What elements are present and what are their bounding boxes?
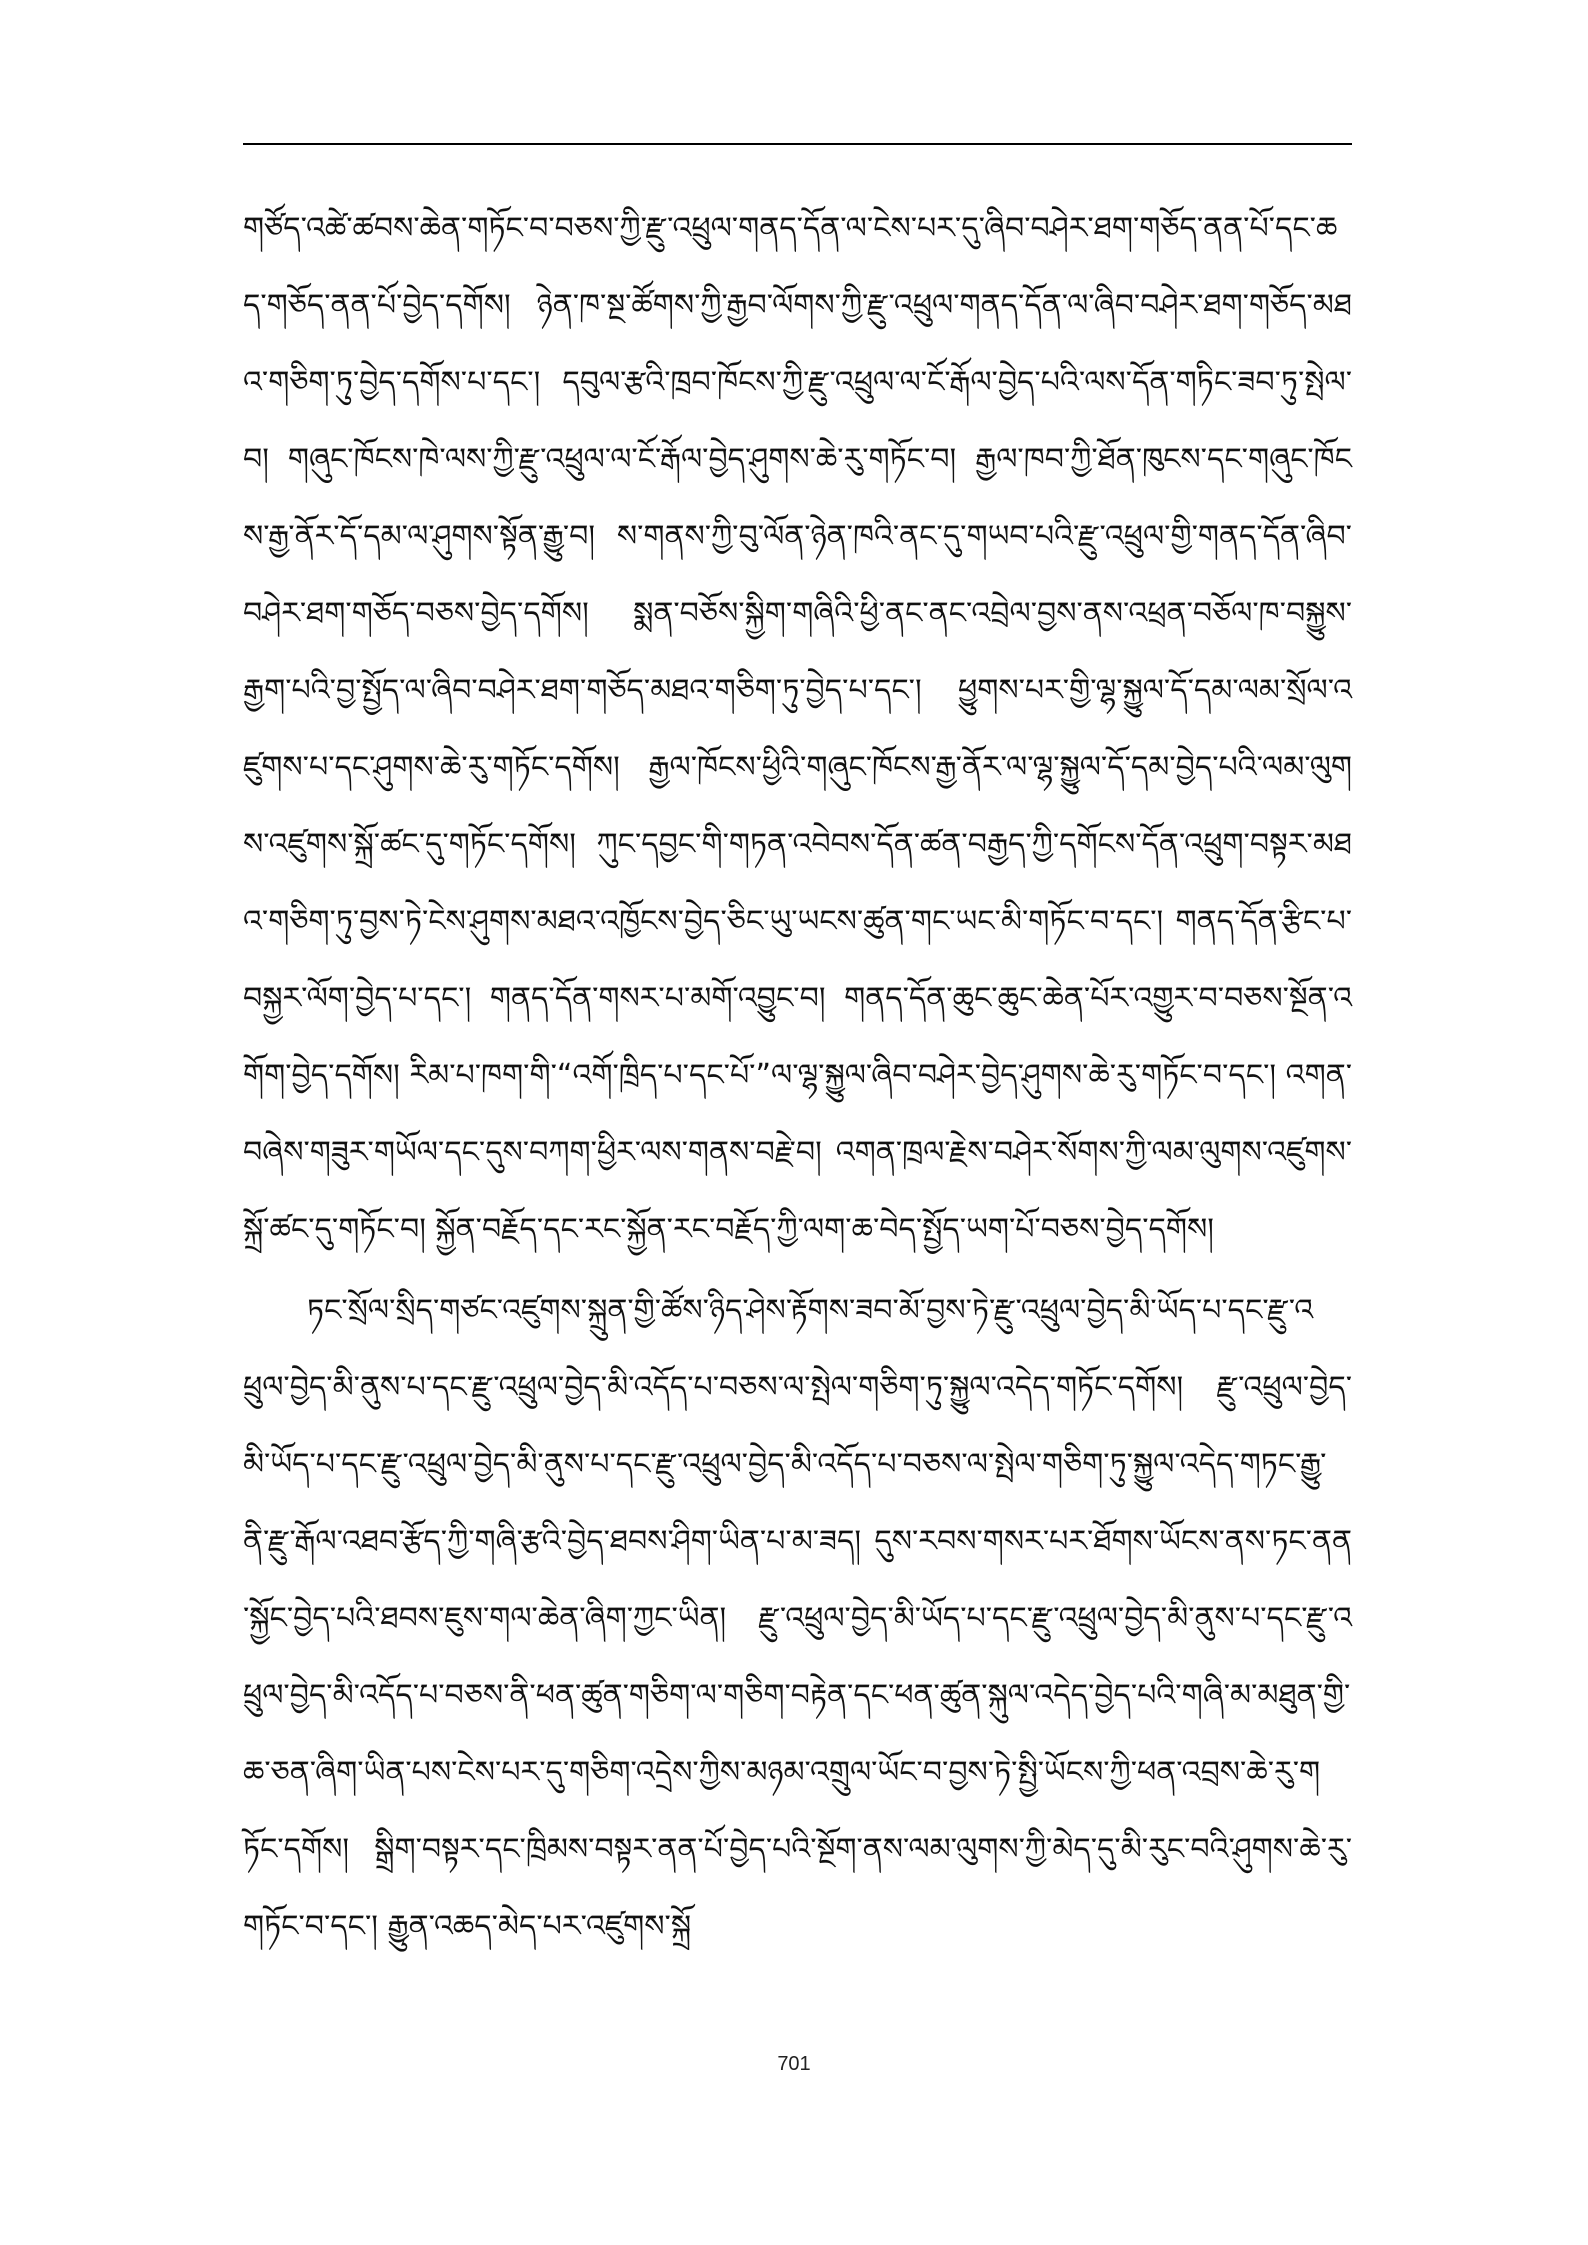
- header-rule: [243, 143, 1352, 145]
- paragraph-1: གཙོད་འཚེ་ཚབས་ཆེན་གཏོང་བ་བཅས་ཀྱི་རྫུ་འཕྲུལ་གནད་དོན་ལ་ངེས་པར་དུ་ཞིབ་བཤེར་ཐག་གཅོད་ནན་པོ་དང་ཆད་གཅོད་ནན་པོ་བྱེད་དགོས། ཉེན་ཁ་སྔ་ཚོགས་ཀྱི་རྒྱབ་ལོགས་ཀྱི་རྫུ་འཕྲུལ་གནད་དོན་ལ་ཞིབ་བཤེར་ཐག་གཅོད་མཐའ་གཅིག་ཏུ་བྱེད་དགོས་པ་དང་། དབུལ་རྩའི་ཁྲབ་ཁོངས་ཀྱི་རྫུ་འཕྲུལ་ལ་ངོ་རྒོལ་བྱེད་པའི་ལས་དོན་གཏིང་ཟབ་ཏུ་སྤེལ་བ། གཞུང་ཁོངས་ཁེ་ལས་ཀྱི་རྫུ་འཕྲུལ་ལ་ངོ་རྒོལ་བྱེད་ཤུགས་ཆེ་རུ་གཏོང་བ། རྒྱལ་ཁབ་ཀྱི་ཐོན་ཁུངས་དང་གཞུང་ཁོངས་རྒྱ་ནོར་དོ་དམ་ལ་ཤུགས་སྟོན་རྒྱུ་བ། ས་གནས་ཀྱི་བུ་ལོན་ཉེན་ཁའི་ནང་དུ་གཡབ་པའི་རྫུ་འཕྲུལ་གྱི་གནད་དོན་ཞིབ་བཤེར་ཐག་གཅོད་བཅས་བྱེད་དགོས། སྨན་བཅོས་སྐྱིག་གཞིའི་ཕྱི་ནང་ནང་འབྲེལ་བྱས་ནས་འཕྲན་བཅོལ་ཁ་བསྐྱུས་རྒྱག་པའི་བྱ་སྤྱོད་ལ་ཞིབ་བཤེར་ཐག་གཅོད་མཐའ་གཅིག་ཏུ་བྱེད་པ་དང་། ཕྱུགས་པར་གྱི་ལྷ་སྐྱུལ་དོ་དམ་ལམ་སྲོལ་འཛུགས་པ་དང་ཤུགས་ཆེ་རུ་གཏོང་དགོས། རྒྱལ་ཁོངས་ཕྱིའི་གཞུང་ཁོངས་རྒྱ་ནོར་ལ་ལྷ་སྐྱུལ་དོ་དམ་བྱེད་པའི་ལམ་ལུགས་འཛུགས་སྐྲོ་ཚང་དུ་གཏོང་དགོས། ཀུང་དབྱང་གི་གཏན་འབེབས་དོན་ཚན་བརྒྱད་ཀྱི་དགོངས་དོན་འཕྲུག་བསྟར་མཐའ་གཅིག་ཏུ་བྱས་ཏེ་ངེས་ཤུགས་མཐའ་འཁྱོངས་བྱེད་ཅིང་ཡུ་ཡངས་ཚུན་གང་ཡང་མི་གཏོང་བ་དང་། གནད་དོན་རྩིང་པ་བསྐྱར་ལོག་བྱེད་པ་དང་། གནད་དོན་གསར་པ་མགོ་འབྱུང་བ། གནད་དོན་ཆུང་ཆུང་ཆེན་པོར་འགྱུར་བ་བཅས་སྔོན་འགོག་བྱེད་དགོས། རིམ་པ་ཁག་གི་“འགོ་ཁྲིད་པ་དང་པོ་”ལ་ལྷ་སྐྱུལ་ཞིབ་བཤེར་བྱེད་ཤུགས་ཆེ་རུ་གཏོང་བ་དང་། འགན་བཞེས་གཟུར་གཡོལ་དང་དུས་བཀག་ཕྱིར་ལས་གནས་བརྗེ་བ། འགན་ཁྲལ་རྗེས་བཤེར་སོགས་ཀྱི་ལམ་ལུགས་འཛུགས་སྐྲོ་ཚང་དུ་གཏོང་བ། སྐྱོན་བརྗོད་དང་རང་སྐྱོན་རང་བརྗོད་ཀྱི་ལག་ཆ་བེད་སྤྱོད་ཡག་པོ་བཅས་བྱེད་དགོས།: [243, 211, 1352, 1247]
- body-text: [243, 190, 1352, 1965]
- paragraph-2: ཏང་སྲོལ་སྲིད་གཙང་འཛུགས་སྐྲུན་གྱི་ཚོས་ཉིད་ཤེས་རྟོགས་ཟབ་མོ་བྱས་ཏེ་རྫུ་འཕྲུལ་བྱེད་མི་ཡོད་པ་དང་རྫུ་འཕྲུལ་བྱེད་མི་ནུས་པ་དང་རྫུ་འཕྲུལ་བྱེད་མི་འདོད་པ་བཅས་ལ་སྤེལ་གཅིག་ཏུ་སྐྱུལ་འདེད་གཏོང་དགོས། རྫུ་འཕྲུལ་བྱེད་མི་ཡོད་པ་དང་རྫུ་འཕྲུལ་བྱེད་མི་ནུས་པ་དང་རྫུ་འཕྲུལ་བྱེད་མི་འདོད་པ་བཅས་ལ་སྤེལ་གཅིག་ཏུ་སྐྱུལ་འདེད་གཏང་རྒྱུ་ནི་རྫུ་རྒོལ་འཐབ་རྩོད་ཀྱི་གཞི་རྩའི་བྱེད་ཐབས་ཤིག་ཡིན་པ་མ་ཟད། དུས་རབས་གསར་པར་ཐོགས་ཡོངས་ནས་ཏང་ནན་སྐྱོང་བྱེད་པའི་ཐབས་ཇུས་གལ་ཆེན་ཞིག་ཀྱང་ཡིན། རྫུ་འཕྲུལ་བྱེད་མི་ཡོད་པ་དང་རྫུ་འཕྲུལ་བྱེད་མི་ནུས་པ་དང་རྫུ་འཕྲུལ་བྱེད་མི་འདོད་པ་བཅས་ནི་ཕན་ཚུན་གཅིག་ལ་གཅིག་བརྟེན་དང་ཕན་ཚུན་སྐུལ་འདེད་བྱེད་པའི་གཞི་མ་མཐུན་གྱི་ཆ་ཅན་ཞིག་ཡིན་པས་ངེས་པར་དུ་གཅིག་འདྲེས་ཀྱིས་མཉམ་འགྲུལ་ཡོང་བ་བྱས་ཏེ་སྤྱི་ཡོངས་ཀྱི་ཕན་འབྲས་ཆེ་རུ་གཏོང་དགོས། སྒྲིག་བསྟར་དང་ཁྲིམས་བསྟར་ནན་པོ་བྱེད་པའི་སྔོག་ནས་ལམ་ལུགས་ཀྱི་མེད་དུ་མི་རུང་བའི་ཤུགས་ཆེ་རུ་གཏོང་བ་དང་། རྒྱུན་འཆད་མེད་པར་འཛུགས་སྐྲོ: [243, 1293, 1352, 1944]
- page-number: 701: [777, 2053, 811, 2075]
